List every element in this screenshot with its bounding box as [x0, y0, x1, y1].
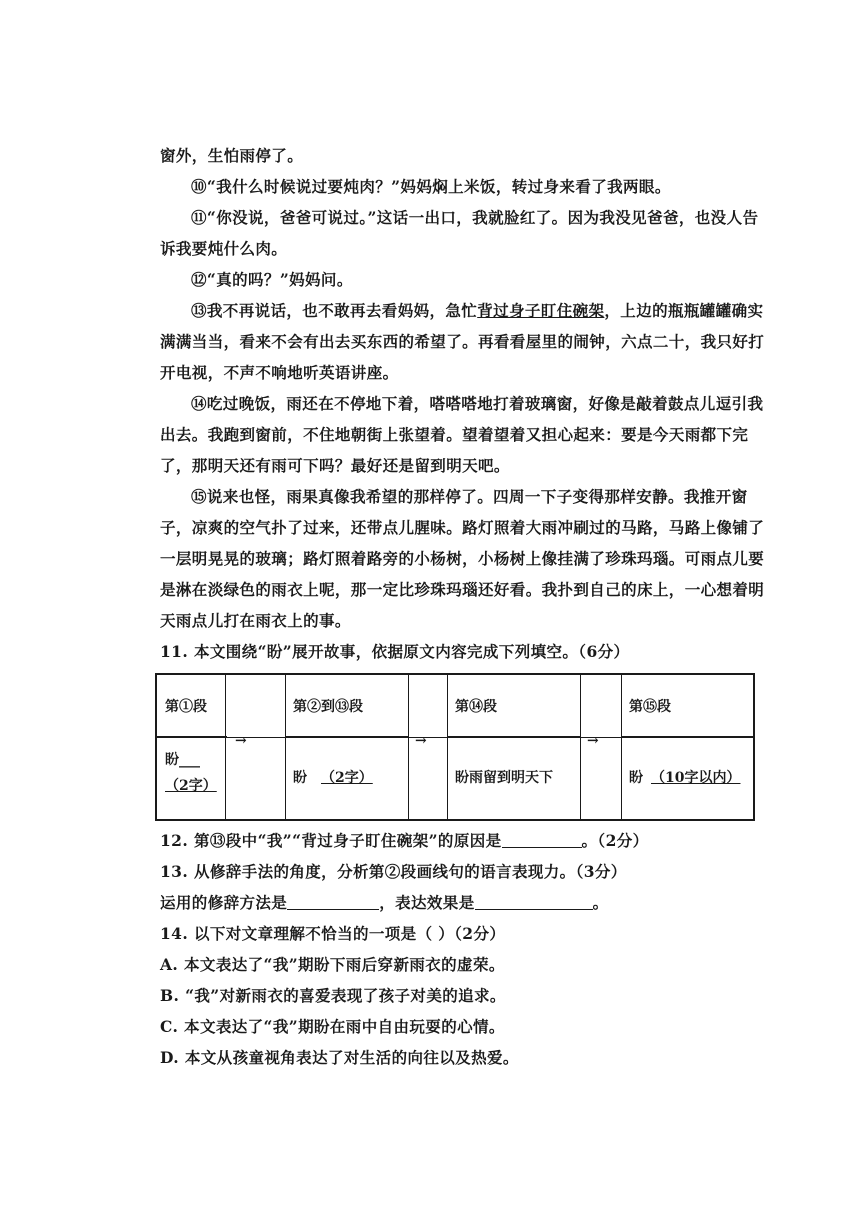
fill-in-table: [155, 673, 755, 821]
paragraph-13-part-b: ，上边的瓶瓶罐罐确实满满当当，看来不会有出去买东西的希望了。再看看屋里的闹钟，六点二十，我只好打开电视，不声不响地听英语讲座。: [160, 301, 765, 382]
question-13: 13. 从修辞手法的角度，分析第②段画线句的语言表现力。（3分）: [160, 862, 627, 881]
table-col-3: [447, 675, 581, 819]
option-c[interactable]: C. 本文表达了“我”期盼在雨中自由玩耍的心情。: [160, 1017, 505, 1036]
table-col-1: [157, 675, 227, 819]
paragraph-9-end: 窗外，生怕雨停了。: [160, 146, 304, 165]
table-col-1-hint: （2字）: [165, 778, 217, 794]
option-a[interactable]: A. 本文表达了“我”期盼下雨后穿新雨衣的虚荣。: [160, 955, 505, 974]
table-row-divider: [157, 737, 753, 738]
option-d[interactable]: D. 本文从孩童视角表达了对生活的向往以及热爱。: [160, 1048, 519, 1067]
answer-blank[interactable]: [287, 894, 379, 911]
paragraph-12: ⑫“真的吗？”妈妈问。: [191, 270, 353, 289]
paragraph-14: ⑭吃过晚饭，雨还在不停地下着，嗒嗒嗒地打着玻璃窗，好像是敲着鼓点儿逗引我出去。我跑到窗前，不住地朝街上张望着。望着望着又担心起来：要是今天雨都下完了，那明天还有雨可下吗？最好还是留到明天吧。: [160, 394, 764, 475]
table-divider: [580, 675, 581, 819]
paragraph-11: ⑪“你没说，爸爸可说过。”这话一出口，我就脸红了。因为我没见爸爸，也没人告诉我要炖什么肉。: [160, 208, 759, 258]
question-12-text: 12. 第⑬段中“我”“背过身子盯住碗架”的原因是: [160, 831, 502, 850]
table-col-2-body: [285, 737, 409, 817]
question-13-answer-line: [160, 887, 765, 918]
table-col-4-head: 第⑮段: [621, 675, 753, 737]
option-b[interactable]: B. “我”对新雨衣的喜爱表现了孩子对美的追求。: [160, 986, 506, 1005]
table-col-4-prefix: 盼: [629, 770, 643, 786]
question-11: 11. 本文围绕“盼”展开故事，依据原文内容完成下列填空。（6分）: [160, 642, 630, 661]
table-col-3-head: 第⑭段: [447, 675, 581, 737]
table-divider: [225, 675, 226, 819]
table-col-3-body: 盼雨留到明天下: [455, 770, 553, 786]
table-divider: [408, 675, 409, 819]
arrow-3: →: [587, 733, 599, 749]
table-col-1-head: 第①段: [157, 675, 227, 737]
paragraph-10: ⑩“我什么时候说过要炖肉？”妈妈焖上米饭，转过身来看了我两眼。: [191, 177, 671, 196]
table-col-2-blank[interactable]: （2字）: [321, 770, 373, 786]
paragraph-13: [160, 295, 765, 388]
table-col-2: [285, 675, 409, 819]
paragraph-13-part-a: ⑬我不再说话，也不敢再去看妈妈，急忙: [191, 301, 478, 320]
table-col-1-blank[interactable]: 盼___: [165, 752, 200, 768]
table-col-1-body: [157, 737, 227, 799]
table-col-2-prefix: 盼: [293, 770, 307, 786]
question-12: [160, 825, 765, 856]
table-col-2-head: 第②到⑬段: [285, 675, 409, 737]
underlined-phrase: 背过身子盯住碗架: [477, 301, 605, 320]
table-col-4-blank[interactable]: （10字以内）: [651, 770, 741, 786]
question-14: 14. 以下对文章理解不恰当的一项是（ ）（2分）: [160, 924, 506, 943]
effect-label: ，表达效果是: [379, 893, 475, 912]
reading-passage: [160, 140, 765, 1073]
rhetoric-label: 运用的修辞方法是: [160, 893, 288, 912]
answer-blank[interactable]: [502, 832, 582, 849]
arrow-1: →: [235, 733, 247, 749]
question-12-score: 。（2分）: [581, 831, 649, 850]
table-col-4: [621, 675, 753, 819]
arrow-2: →: [415, 733, 427, 749]
table-col-4-body: [621, 737, 753, 817]
line-end: 。: [592, 893, 609, 912]
paragraph-15: ⑮说来也怪，雨果真像我希望的那样停了。四周一下子变得那样安静。我推开窗子，凉爽的空气扑了过来，还带点儿腥味。路灯照着大雨冲刷过的马路，马路上像铺了一层明晃晃的玻璃；路灯照着路旁的小杨树，小杨树上像挂满了珍珠玛瑙。可雨点儿要是淋在淡绿色的雨衣上呢，那一定比珍珠玛瑙还好看。我扑到自己的床上，一心想着明天雨点儿打在雨衣上的事。: [160, 487, 765, 630]
answer-blank[interactable]: [475, 894, 593, 911]
